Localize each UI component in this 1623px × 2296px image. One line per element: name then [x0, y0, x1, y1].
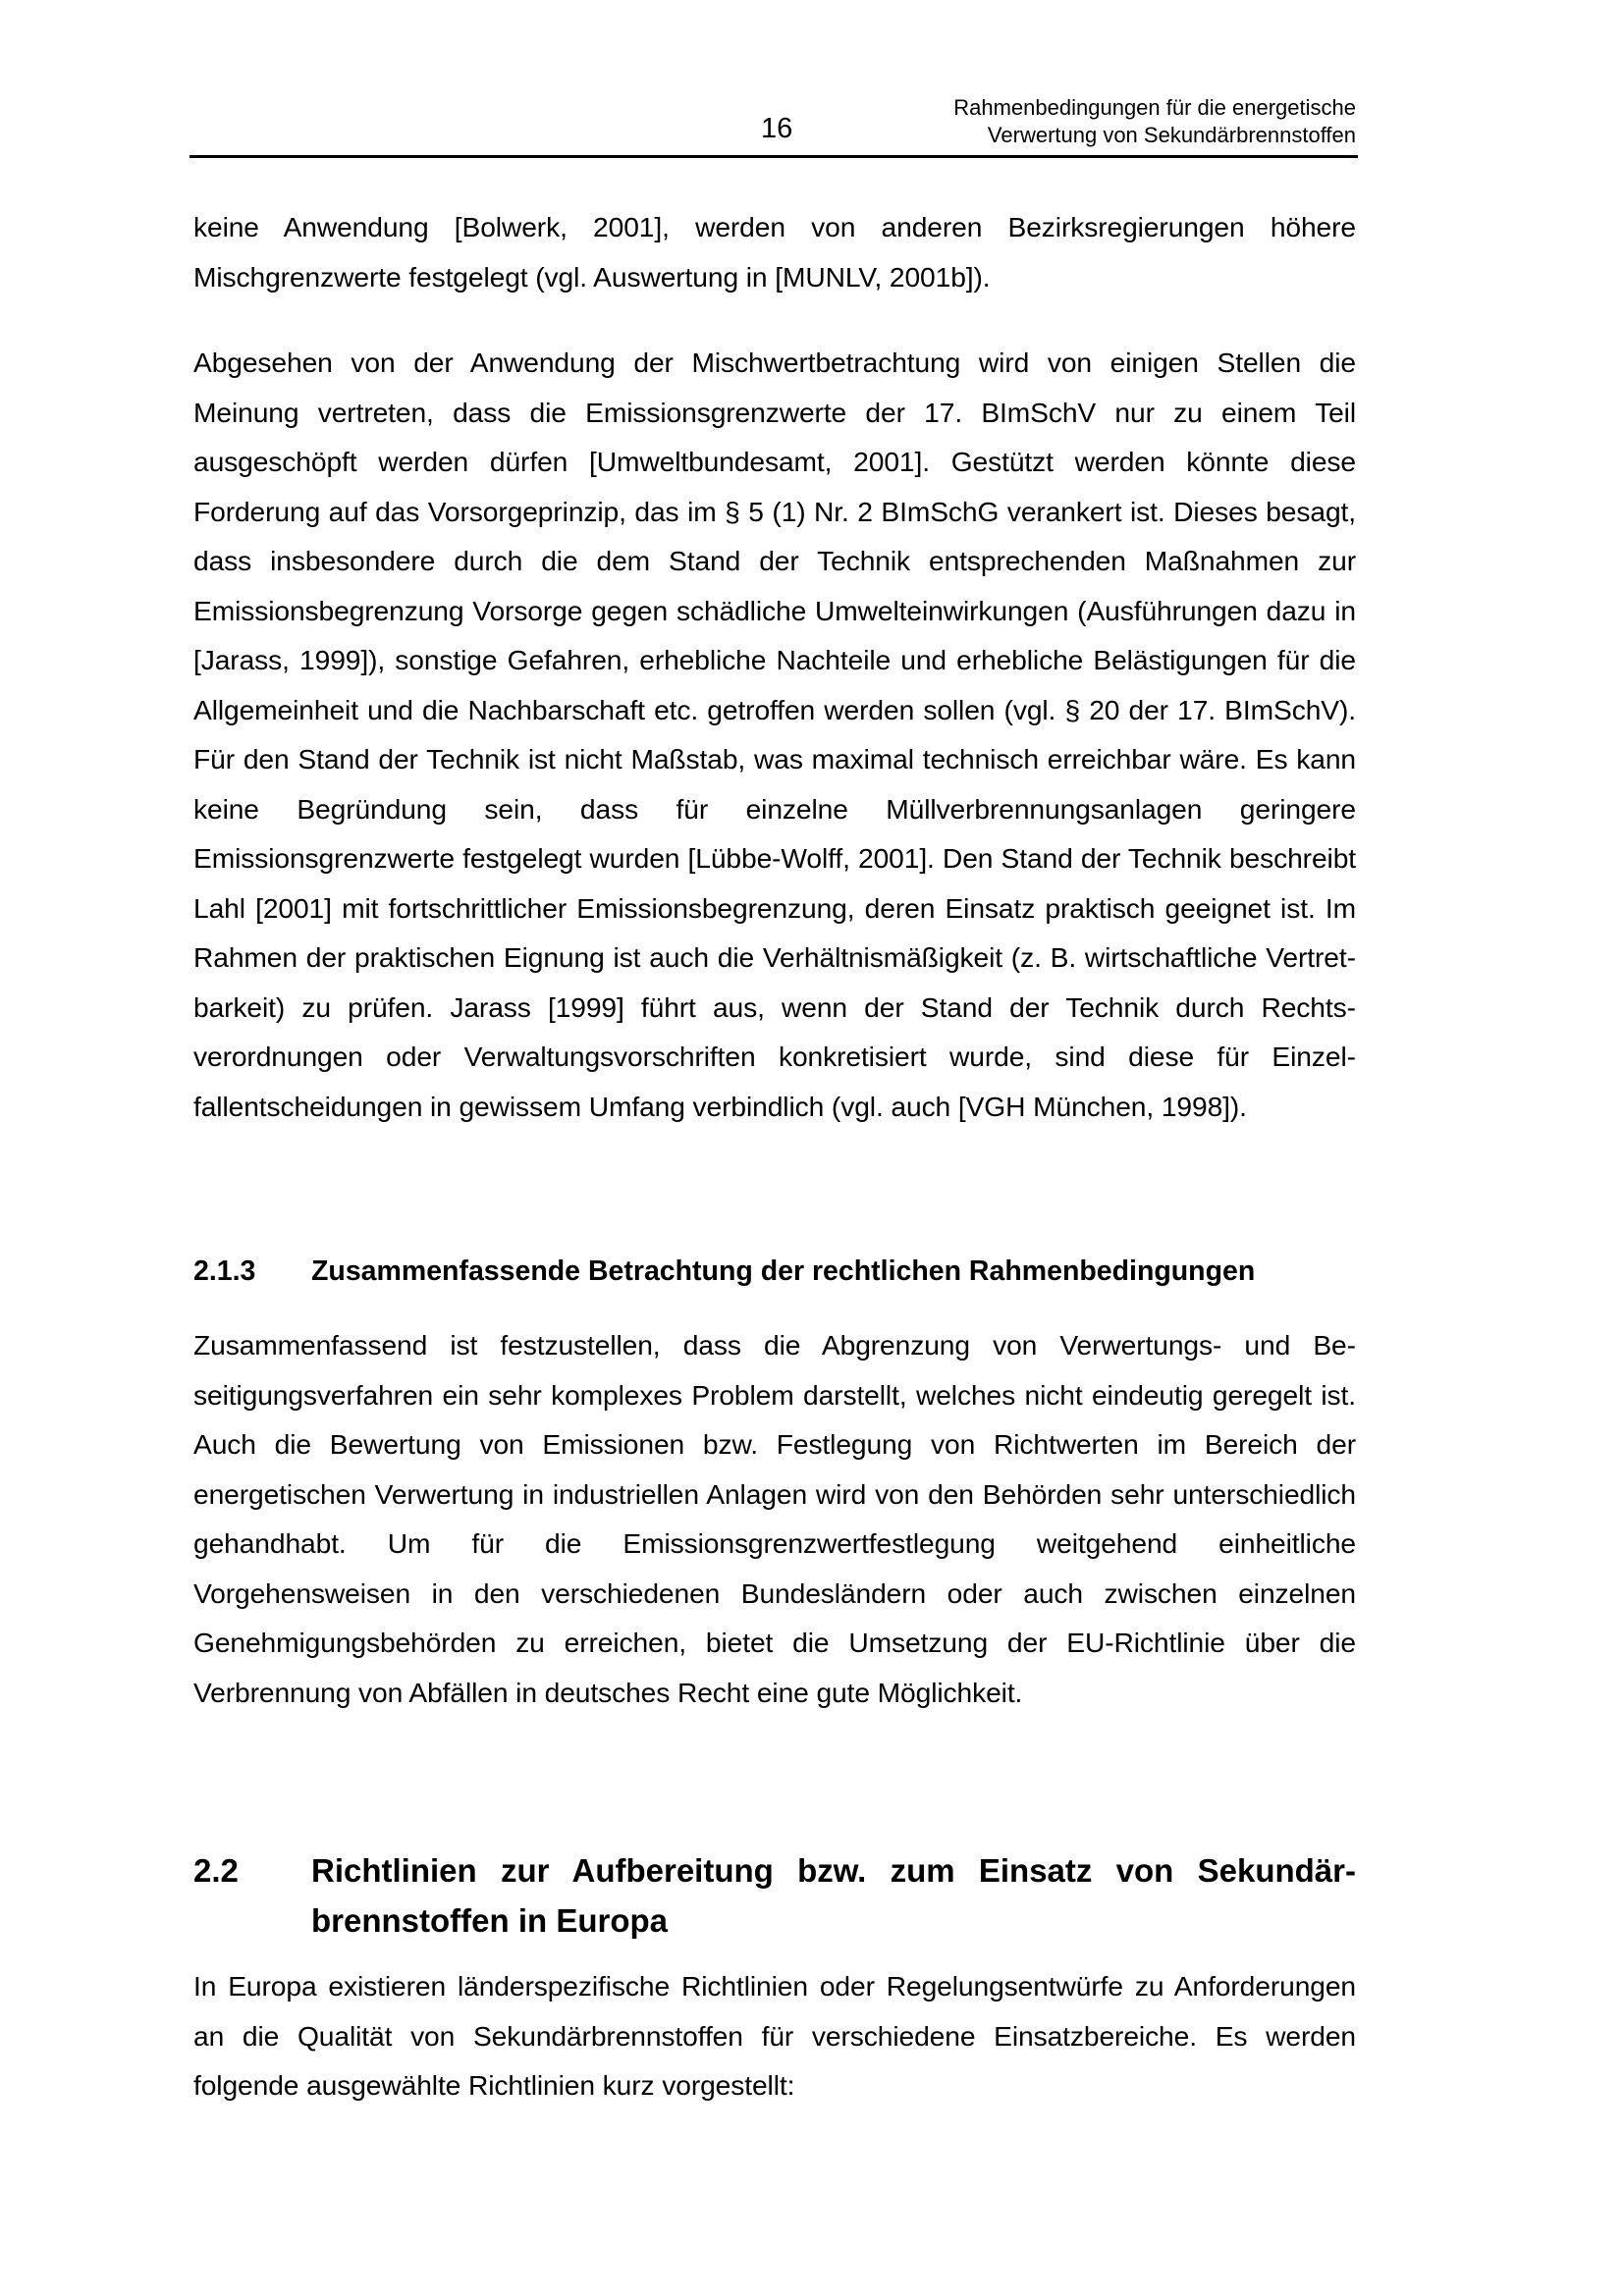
section-number: 2.2: [193, 1852, 239, 1889]
paragraph-text: Abgesehen von der Anwendung der Mischwertbetrachtung wird von einigen Stellen die Meinung vertreten, dass die Emissionsgrenzwerte der 17. BImSchV nur zu einem Teil ausgeschöpft werden dürfen [Umweltbundesamt, 2001]. Gestützt werden könnte diese Forderung auf das Vorsorgeprinzip, das im § 5 (1) Nr. 2 BImSchG verankert ist. Dieses besagt, dass insbesondere durch die dem Stand der Technik entsprechenden Maßnahmen zur Emissionsbegrenzung Vorsorge gegen schädliche Umwelteinwirkungen (Ausführungen dazu in [Jarass, 1999]), sonstige Gefahren, erhebliche Nachteile und erhebliche Belästigungen für die Allgemeinheit und die Nachbarschaft etc. getroffen werden sollen (vgl. § 20 der 17. BImSchV). Für den Stand der Technik ist nicht Maßstab, was maximal technisch erreichbar wäre. Es kann keine Begründung sein, dass für einzelne Müllverbrennungsanlagen geringere Emissionsgrenzwerte festgelegt wurden [Lübbe-Wolff, 2001]. Den Stand der Technik beschreibt Lahl [2001] mit fortschrittlicher Emissionsbegrenzung, deren Einsatz praktisch geeignet ist. Im Rahmen der praktischen Eignung ist auch die Verhältnismäßigkeit (z. B. wirtschaftliche Vertretbarkeit) zu prüfen. Jarass [1999] führt aus, wenn der Stand der Technik durch Rechtsverordnungen oder Verwaltungsvorschriften konkretisiert wurde, sind diese für Einzelfallentscheidungen in gewissem Umfang verbindlich (vgl. auch [VGH München, 1998]).: [193, 347, 1356, 1122]
page-number: 16: [761, 113, 793, 144]
running-title-line-2: Verwertung von Sekundärbrennstoffen: [987, 123, 1356, 147]
paragraph-text: Zusammenfassend ist festzustellen, dass die Abgrenzung von Verwertungs- und Beseitigungsverfahren ein sehr komplexes Problem darstellt, welches nicht eindeutig geregelt ist. Auch die Bewertung von Emissionen bzw. Festlegung von Richtwerten im Bereich der energetischen Verwertung in industriellen Anlagen wird von den Behörden sehr unterschiedlich gehandhabt. Um für die Emissionsgrenzwertfestlegung weitgehend einheitliche Vorgehensweisen in den verschiedenen Bundesländern oder auch zwischen einzelnen Genehmigungsbehörden zu erreichen, bietet die Umsetzung der EU-Richtlinie über die Verbrennung von Abfällen in deutsches Recht eine gute Möglichkeit.: [193, 1329, 1356, 1708]
paragraph-continuation: [193, 202, 1356, 301]
header-rule: [189, 155, 1358, 158]
running-title-line-1: Rahmenbedingungen für die energetische: [953, 95, 1356, 120]
running-title: [953, 94, 1356, 149]
paragraph-europa: [193, 1961, 1356, 2110]
section-title: Richtlinien zur Aufbereitung bzw. zum Einsatz von Sekundärbrennstoffen in Europa: [311, 1852, 1356, 1939]
section-title: Zusammenfassende Betrachtung der rechtlichen Rahmenbedingungen: [311, 1255, 1256, 1287]
paragraph-text: In Europa existieren länderspezifische Richtlinien oder Regelungsentwürfe zu Anforderungen an die Qualität von Sekundärbrennstoffen für verschiedene Einsatzbereiche. Es werden folgende ausgewählte Richtlinien kurz vorgestellt:: [193, 1970, 1356, 2101]
paragraph-zusammenfassung: [193, 1320, 1356, 1717]
paragraph-vorsorgeprinzip: [193, 338, 1356, 1131]
section-number: 2.1.3: [193, 1255, 256, 1287]
page-header: [189, 90, 1358, 157]
paragraph-text: keine Anwendung [Bolwerk, 2001], werden von anderen Bezirksregierungen höhere Mischgrenzwerte festgelegt (vgl. Auswertung in [MUNLV, 2001b]).: [193, 211, 1356, 293]
